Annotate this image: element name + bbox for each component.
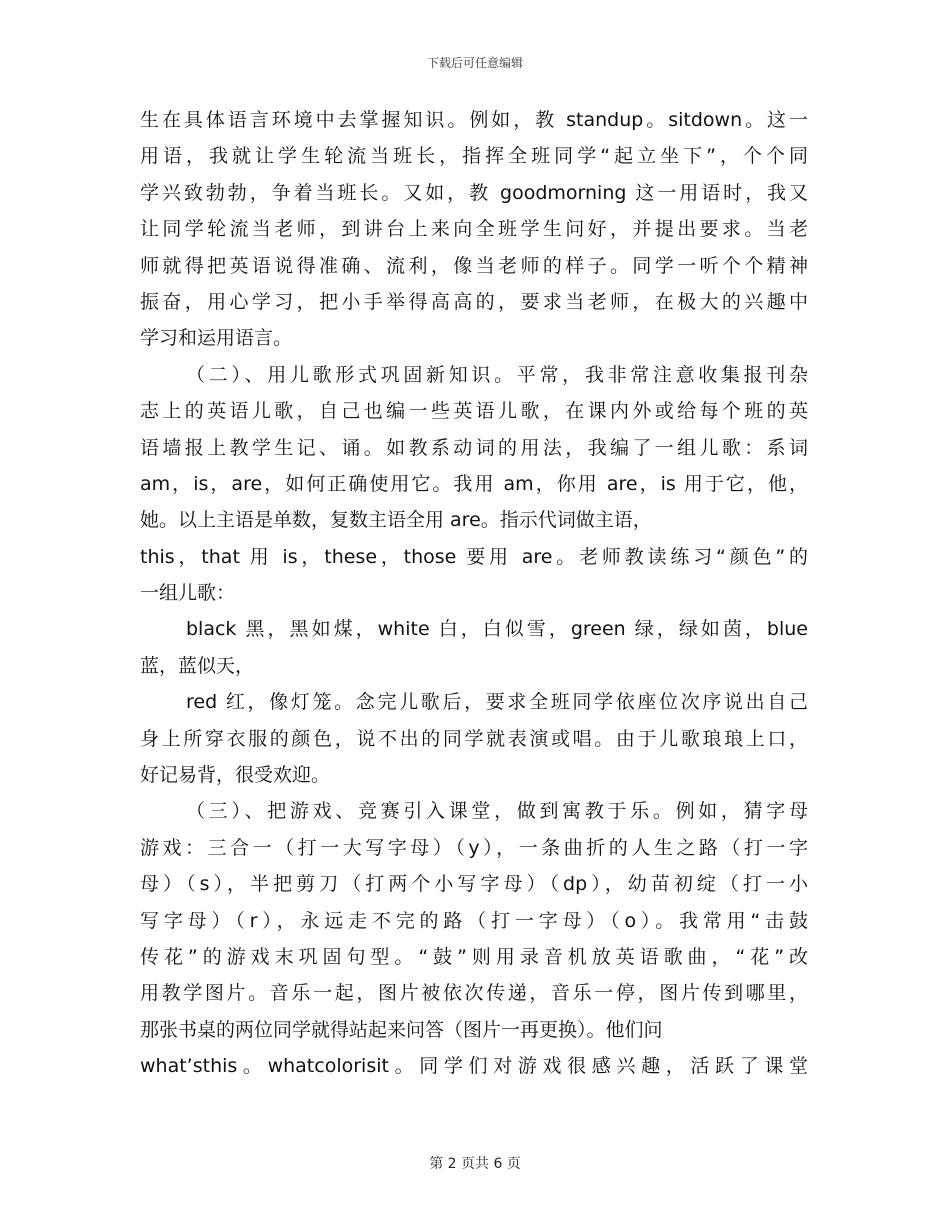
page-header: 下载后可任意编辑 xyxy=(426,56,523,70)
text-line: 一组儿歌： xyxy=(140,582,236,605)
text-line: this，that 用 is，these，those 要用 are。老师教读练习“颜色”的 xyxy=(140,545,808,568)
text-line: 用教学图片。音乐一起，图片被依次传递，音乐一停，图片传到哪里， xyxy=(140,982,808,1005)
text-line: 让同学轮流当老师，到讲台上来向全班学生问好，并提出要求。当老 xyxy=(140,218,808,241)
text-line: 传花”的游戏末巩固句型。“鼓”则用录音机放英语歌曲，“花”改 xyxy=(140,945,808,968)
text-line: 她。以上主语是单数，复数主语全用 are。指示代词做主语， xyxy=(140,509,652,532)
text-line: 写字母）（r），永远走不完的路（打一字母）（o）。我常用“击鼓 xyxy=(140,909,808,932)
text-line: 志上的英语儿歌，自己也编一些英语儿歌，在课内外或给每个班的英 xyxy=(140,400,808,423)
text-line: what’sthis。whatcolorisit。同学们对游戏很感兴趣，活跃了课堂 xyxy=(140,1055,808,1078)
text-line: （三）、把游戏、竞赛引入课堂，做到寓教于乐。例如，猜字母 xyxy=(186,800,808,823)
text-line: am，is，are，如何正确使用它。我用 am，你用 are，is 用于它，他， xyxy=(140,472,808,495)
text-line: 母）（s），半把剪刀（打两个小写字母）（dp），幼苗初绽（打一小 xyxy=(140,873,808,896)
page-footer: 第 2 页共 6 页 xyxy=(429,1156,521,1172)
text-line: 用语，我就让学生轮流当班长，指挥全班同学“起立坐下”，个个同 xyxy=(140,145,808,168)
text-line: red 红，像灯笼。念完儿歌后，要求全班同学依座位次序说出自己 xyxy=(186,691,808,714)
text-line: 身上所穿衣服的颜色，说不出的同学就表演或唱。由于儿歌琅琅上口， xyxy=(140,727,808,750)
text-line: 语墙报上教学生记、诵。如教系动词的用法，我编了一组儿歌：系词 xyxy=(140,436,808,459)
text-line: 振奋，用心学习，把小手举得高高的，要求当老师，在极大的兴趣中 xyxy=(140,290,808,313)
text-line: （二）、用儿歌形式巩固新知识。平常，我非常注意收集报刊杂 xyxy=(186,363,808,386)
text-line: 生在具体语言环境中去掌握知识。例如，教 standup。sitdown。这一 xyxy=(140,109,808,131)
text-line: 师就得把英语说得准确、流利，像当老师的样子。同学一听个个精神 xyxy=(140,254,808,277)
document-body xyxy=(140,102,808,1085)
text-line: 那张书桌的两位同学就得站起来问答（图片一再更换）。他们问 xyxy=(140,1018,663,1041)
text-line: 游戏：三合一（打一大写字母）（y），一条曲折的人生之路（打一字 xyxy=(140,836,808,859)
text-line: 蓝，蓝似天， xyxy=(140,654,255,677)
text-line: 好记易背，很受欢迎。 xyxy=(140,764,331,787)
text-line: 学兴致勃勃，争着当班长。又如，教 goodmorning 这一用语时，我又 xyxy=(140,181,808,204)
text-line: black 黑，黑如煤，white 白，白似雪，green 绿，绿如茵，blue xyxy=(186,618,808,641)
text-line: 学习和运用语言。 xyxy=(140,327,293,350)
